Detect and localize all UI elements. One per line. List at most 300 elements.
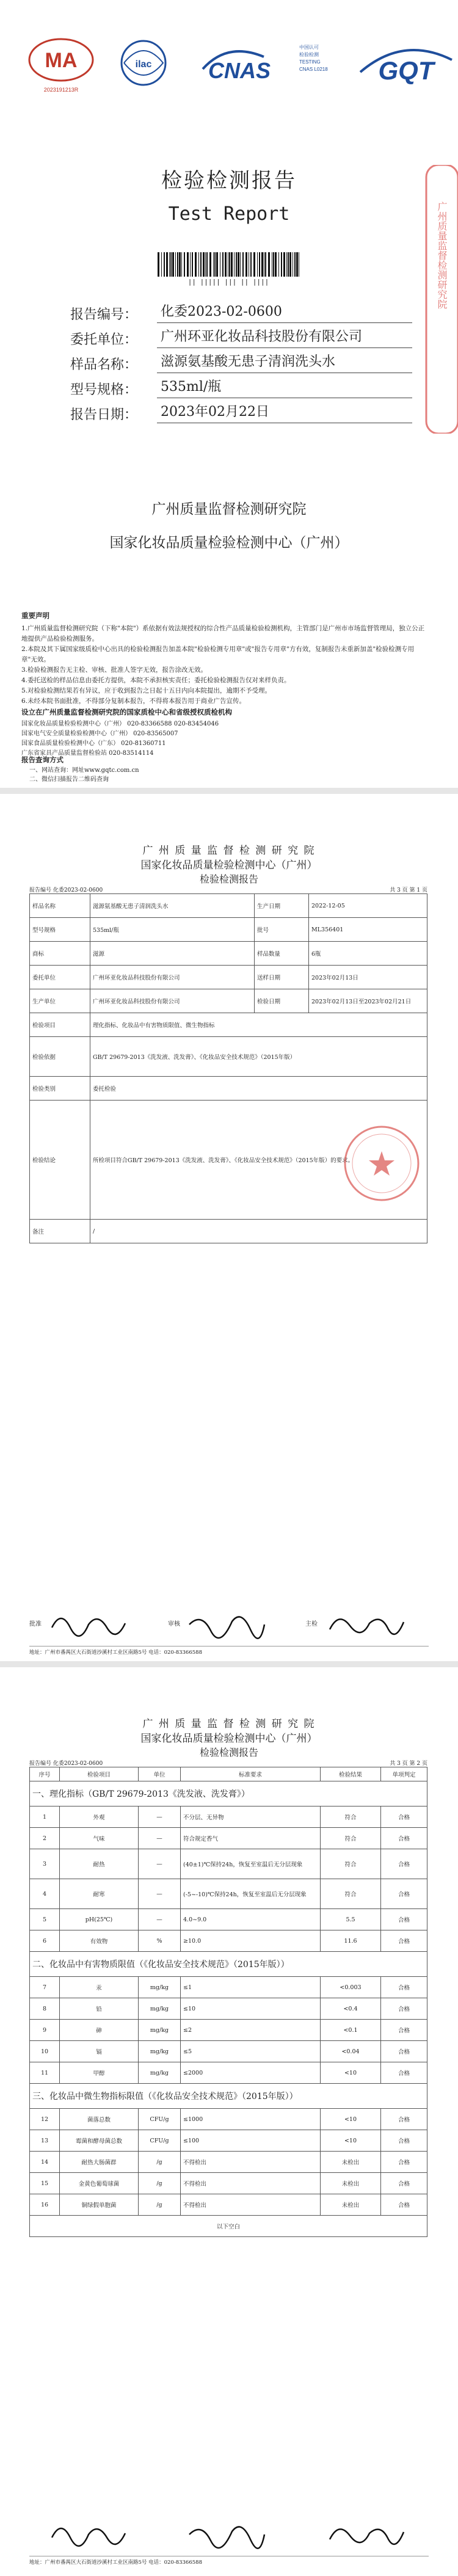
cnas-caption [299, 44, 351, 73]
results-cell: 不分层、无异物 [181, 1806, 321, 1828]
results-cell: CFU/g [139, 2109, 181, 2130]
ilac-mra-logo-icon [107, 35, 180, 96]
results-column-header: 检验结果 [321, 1767, 381, 1781]
report-page-1 [0, 794, 458, 1661]
signature-icon [49, 2516, 128, 2550]
results-cell: 霉菌和酵母菌总数 [60, 2130, 139, 2152]
barcode-bar [209, 252, 211, 277]
results-row [30, 1879, 427, 1909]
barcode-bar [195, 252, 197, 277]
info-cell-label2: 生产日期 [255, 894, 309, 918]
results-cell: 铜绿假单胞菌 [60, 2194, 139, 2216]
notice-item: 5.对检验检测结果若有异议，应于收到报告之日起十五日内向本院提出，逾期不予受理。 [21, 687, 272, 694]
info-table-row [30, 1013, 427, 1037]
gqt-logo-icon [354, 35, 458, 96]
contact-title: 设立在广州质量监督检测研究院的国家质检中心和省级授权质检机构 [21, 708, 232, 716]
results-cell: pH(25℃) [60, 1909, 139, 1930]
results-cell: <0.04 [321, 2041, 381, 2062]
results-column-header: 单位 [139, 1767, 181, 1781]
barcode-bar [257, 252, 258, 277]
barcode-bar [198, 252, 199, 277]
page-header-institute: 广 州 质 量 监 督 检 测 研 究 院 [142, 1718, 316, 1730]
results-cell: <10 [321, 2109, 381, 2130]
barcode-bar [214, 252, 216, 277]
results-cell: 耐寒 [60, 1879, 139, 1909]
results-cell: ≤1 [181, 1977, 321, 1998]
results-cell: 耐热大肠菌群 [60, 2152, 139, 2173]
info-cell-label: 检验项目 [30, 1013, 90, 1037]
results-cell: 合格 [381, 1806, 427, 1828]
results-cell: 金黄色葡萄球菌 [60, 2173, 139, 2194]
signature-icon [49, 1606, 128, 1640]
results-cell: 未检出 [321, 2152, 381, 2173]
results-row [30, 2062, 427, 2084]
query-line: 一、网站查询：网址www.gqtc.com.cn [29, 767, 139, 774]
info-cell-value2: 2023年02月13日至2023年02月21日 [309, 989, 427, 1013]
results-end-note: 以下空白 [30, 2216, 427, 2237]
results-row [30, 2173, 427, 2194]
results-cell: — [139, 1806, 181, 1828]
results-cell: <0.4 [321, 1998, 381, 2020]
info-cell-label: 委托单位 [30, 966, 90, 989]
barcode-bar [245, 252, 247, 277]
info-cell-label2: 送样日期 [255, 966, 309, 989]
barcode-bar [206, 252, 208, 277]
results-cell: 合格 [381, 2130, 427, 2152]
test-results-table [29, 1767, 427, 2237]
barcode-bar [296, 252, 298, 277]
results-cell: 1 [30, 1806, 60, 1828]
results-cell: ≤10 [181, 1998, 321, 2020]
info-cell-label: 样品名称 [30, 894, 90, 918]
barcode-bar [184, 252, 185, 277]
results-column-header: 序号 [30, 1767, 60, 1781]
results-row [30, 2041, 427, 2062]
results-cell: 合格 [381, 2062, 427, 2084]
barcode-bar [172, 252, 174, 277]
report-title-cn: 检验检测报告 [161, 169, 297, 193]
info-table-row [30, 966, 427, 989]
cnas-logo-icon [191, 35, 294, 96]
results-row [30, 1930, 427, 1952]
barcode-bar [288, 252, 289, 277]
page-header-title: 检验检测报告 [199, 873, 258, 885]
barcode-bar [259, 252, 260, 277]
info-value: 滋源氨基酸无患子清润洗头水 [157, 351, 412, 373]
svg-text:ilac: ilac [135, 59, 152, 70]
results-cell: — [139, 1879, 181, 1909]
query-title: 报告查询方式 [21, 755, 64, 764]
seal-icon [342, 1124, 421, 1203]
cover-page [0, 0, 458, 788]
page-footer: 地址：广州市番禺区大石街道沙溪村工业区南路5号 电话：020-83366588 [29, 2556, 429, 2566]
results-cell: 未检出 [321, 2194, 381, 2216]
info-table-row [30, 1037, 427, 1077]
page-header-title: 检验检测报告 [199, 1747, 258, 1758]
info-table-row [30, 894, 427, 918]
results-cell: 有效物 [60, 1930, 139, 1952]
results-cell: mg/kg [139, 1998, 181, 2020]
svg-text:MA: MA [45, 49, 78, 72]
info-cell-label: 备注 [30, 1220, 90, 1243]
results-row [30, 2152, 427, 2173]
results-cell: <10 [321, 2062, 381, 2084]
results-cell: mg/kg [139, 1977, 181, 1998]
results-section-title: 二、化妆品中有害物质限值（《化妆品安全技术规范》（2015年版）） [30, 1952, 427, 1977]
results-cell: (40±1)℃保持24h，恢复至室温后无分层现象 [181, 1849, 321, 1879]
results-cell: 7 [30, 1977, 60, 1998]
barcode-bar [275, 252, 277, 277]
results-cell: 4 [30, 1879, 60, 1909]
info-label: 报告编号： [70, 307, 138, 322]
results-cell: 8 [30, 1998, 60, 2020]
results-row [30, 1828, 427, 1849]
info-row-client [70, 323, 412, 348]
info-label: 报告日期： [70, 407, 138, 423]
signature-row [0, 2516, 458, 2553]
info-label: 委托单位： [70, 332, 138, 347]
barcode-bar [240, 252, 241, 277]
page-header-center: 国家化妆品质量检验检测中心（广州） [140, 1733, 318, 1745]
page-divider [0, 1661, 458, 1667]
info-cell-value2: 6瓶 [309, 942, 427, 966]
results-section-title: 三、化妆品中微生物指标限值（《化妆品安全技术规范》（2015年版）） [30, 2084, 427, 2109]
report-page-2 [0, 1667, 458, 2576]
barcode-bar [268, 252, 270, 277]
results-cell: — [139, 1849, 181, 1879]
barcode-bar [265, 252, 266, 277]
barcode-bar [238, 252, 239, 277]
results-row [30, 1806, 427, 1828]
notice-item: 4.委托送检的样品信息由委托方提供，本院不承担核实责任；委托检验检测报告仅对来样负责。 [21, 677, 291, 684]
info-cell-value: 委托检验 [90, 1077, 427, 1101]
accreditation-logos [24, 35, 440, 96]
results-header-row [30, 1767, 427, 1781]
notice-item: 3.检验检测报告无主检、审核、批准人签字无效，报告涂改无效。 [21, 666, 208, 674]
results-cell: 12 [30, 2109, 60, 2130]
results-cell: mg/kg [139, 2020, 181, 2041]
barcode-bar [273, 252, 274, 277]
info-value: 2023年02月22日 [157, 401, 412, 423]
results-cell: 不得检出 [181, 2173, 321, 2194]
results-cell: 符合 [321, 1879, 381, 1909]
results-cell: 符合 [321, 1849, 381, 1879]
results-row [30, 1849, 427, 1879]
results-cell: 11.6 [321, 1930, 381, 1952]
info-cell-value: 滋源氨基酸无患子清润洗头水 [90, 894, 255, 918]
page-header-institute: 广 州 质 量 监 督 检 测 研 究 院 [142, 845, 316, 857]
results-cell: 5 [30, 1909, 60, 1930]
results-cell: 合格 [381, 2041, 427, 2062]
results-end-row [30, 2216, 427, 2237]
report-title-en: Test Report [168, 203, 290, 225]
results-cell: 16 [30, 2194, 60, 2216]
info-cell-label: 检验结论 [30, 1101, 90, 1220]
barcode-bar [229, 252, 230, 277]
info-cell-value: 所检项目符合GB/T 29679-2013《洗发液、洗发膏》、《化妆品安全技术规范》（2015年版）的要求。 [90, 1101, 427, 1220]
report-info-fields [70, 298, 412, 423]
results-cell: 11 [30, 2062, 60, 2084]
barcode-bar [158, 252, 159, 277]
results-cell: 合格 [381, 1879, 427, 1909]
notice-item: 6.未经本院书面批准，不得部分复制本报告，不得将本报告用于商业广告宣传。 [21, 697, 246, 705]
query-line: 二、微信扫描报告二维码查询 [29, 776, 109, 783]
contact-line: 广东省家具产品质量监督检验站 020-83514114 [21, 750, 154, 757]
results-cell: 合格 [381, 2152, 427, 2173]
contact-line: 国家化妆品质量检验检测中心（广州） 020-83366588 020-83454046 [21, 721, 219, 727]
contact-list [21, 719, 437, 759]
signature-icon [186, 2516, 266, 2550]
main-inspector-label: 主检 [305, 1621, 318, 1628]
barcode-bar [175, 252, 176, 277]
results-cell: 6 [30, 1930, 60, 1952]
results-cell: /g [139, 2194, 181, 2216]
results-cell: 10 [30, 2041, 60, 2062]
results-cell: 合格 [381, 2194, 427, 2216]
results-cell: ≥10.0 [181, 1930, 321, 1952]
notice-title: 重要声明 [21, 611, 49, 620]
info-cell-label: 检验类别 [30, 1077, 90, 1101]
results-cell: 耐热 [60, 1849, 139, 1879]
barcode-bar [222, 252, 224, 277]
info-label: 型号规格： [70, 382, 138, 398]
results-cell: 3 [30, 1849, 60, 1879]
svg-text:CNAS: CNAS [208, 58, 271, 83]
cnas-caption-line: CNAS L0218 [299, 67, 328, 72]
results-cell: 13 [30, 2130, 60, 2152]
side-seal-text: 广州质量监督检测研究院 [436, 202, 448, 309]
results-row [30, 2130, 427, 2152]
cma-logo-icon [24, 35, 98, 96]
results-cell: 合格 [381, 1977, 427, 1998]
barcode-bar [231, 252, 233, 277]
barcode-bar [261, 252, 263, 277]
results-cell: ≤2 [181, 2020, 321, 2041]
page-header-center: 国家化妆品质量检验检测中心（广州） [140, 859, 318, 871]
approve-label: 批准 [29, 1621, 42, 1628]
info-cell-label: 检验依据 [30, 1037, 90, 1077]
report-number: 报告编号 化委2023-02-0600 [29, 1761, 103, 1767]
results-row [30, 2194, 427, 2216]
svg-text:2023191213R: 2023191213R [43, 87, 79, 93]
results-cell: 15 [30, 2173, 60, 2194]
results-cell: ≤5 [181, 2041, 321, 2062]
query-list [29, 766, 139, 784]
results-column-header: 标准要求 [181, 1767, 321, 1781]
barcode-bar [281, 252, 282, 277]
results-cell: 镉 [60, 2041, 139, 2062]
results-cell: 9 [30, 2020, 60, 2041]
info-cell-label: 生产单位 [30, 989, 90, 1013]
results-cell: <10 [321, 2130, 381, 2152]
results-cell: 符合 [321, 1806, 381, 1828]
results-cell: — [139, 1909, 181, 1930]
results-cell: mg/kg [139, 2041, 181, 2062]
results-cell: 合格 [381, 1998, 427, 2020]
results-cell: 14 [30, 2152, 60, 2173]
info-cell-value: GB/T 29679-2013《洗发液、洗发膏》、《化妆品安全技术规范》（2015年版） [90, 1037, 427, 1077]
info-row-spec [70, 373, 412, 398]
barcode-bar [225, 252, 227, 277]
barcode-bar [205, 252, 206, 277]
results-cell: 合格 [381, 1930, 427, 1952]
barcode-bar [242, 252, 244, 277]
info-cell-label2: 检验日期 [255, 989, 309, 1013]
results-row [30, 2020, 427, 2041]
results-cell: 符合规定香气 [181, 1828, 321, 1849]
results-cell: <0.1 [321, 2020, 381, 2041]
results-cell: % [139, 1930, 181, 1952]
barcode-bar [278, 252, 279, 277]
results-cell: 符合 [321, 1828, 381, 1849]
notice-item: 1.广州质量监督检测研究院（下称"本院"）系依据有效法规授权的综合性产品质量检验检测机构，主管部门是广州市市场监督管理局，独立公正地提供产品检验检测服务。 [21, 625, 425, 642]
barcode-bar [283, 252, 285, 277]
results-column-header: 检验项目 [60, 1767, 139, 1781]
info-table-row [30, 942, 427, 966]
barcode-bar [236, 252, 237, 277]
results-cell: ≤2000 [181, 2062, 321, 2084]
barcode-bar [161, 252, 162, 277]
results-cell: 铅 [60, 1998, 139, 2020]
info-cell-value: 理化指标、化妆品中有害物质限值、微生物指标 [90, 1013, 427, 1037]
results-cell: 5.5 [321, 1909, 381, 1930]
institute-name: 广州质量监督检测研究院 [151, 501, 307, 517]
barcode-bar [164, 252, 165, 277]
barcode-bar [179, 252, 181, 277]
info-table-row [30, 918, 427, 942]
results-cell: 合格 [381, 1849, 427, 1879]
barcode-bar [286, 252, 287, 277]
results-cell: 菌落总数 [60, 2109, 139, 2130]
results-section-title: 一、理化指标（GB/T 29679-2013《洗发液、洗发膏》） [30, 1781, 427, 1806]
page-number: 共 3 页 第 2 页 [390, 1761, 427, 1767]
info-cell-value2: 2023年02月13日 [309, 966, 427, 989]
barcode-bar [289, 252, 291, 277]
results-row [30, 1977, 427, 1998]
results-row [30, 1909, 427, 1930]
barcode-bar [213, 252, 214, 277]
info-cell-value: 滋源 [90, 942, 255, 966]
report-number: 报告编号 化委2023-02-0600 [29, 887, 103, 893]
results-cell: mg/kg [139, 2062, 181, 2084]
results-cell: CFU/g [139, 2130, 181, 2152]
contact-line: 国家电气安全质量检验检测中心（广州） 020-83565007 [21, 730, 178, 737]
barcode-bar [170, 252, 172, 277]
cnas-caption-line: 中国认可 [299, 45, 319, 50]
barcode-bar [253, 252, 255, 277]
notice-item: 2.本院及其下属国家级质检中心出具的检验检测报告加盖本院"检验检测专用章"或"报告专用章"方有效，复制报告未重新加盖"检验检测专用章"无效。 [21, 646, 415, 663]
cnas-caption-line: TESTING [299, 59, 321, 65]
info-table-row [30, 1077, 427, 1101]
results-cell: 甲醇 [60, 2062, 139, 2084]
signature-icon [186, 1606, 266, 1640]
info-row-sample-name [70, 348, 412, 373]
info-value: 广州环亚化妆品科技股份有限公司 [157, 326, 412, 348]
results-row [30, 2109, 427, 2130]
info-table-row [30, 989, 427, 1013]
results-cell: 合格 [381, 1828, 427, 1849]
info-cell-value: 广州环亚化妆品科技股份有限公司 [90, 989, 255, 1013]
page-footer: 地址：广州市番禺区大石街道沙溪村工业区南路5号 电话：020-83366588 [29, 1646, 429, 1656]
signature-row [0, 1606, 458, 1643]
results-cell: ≤1000 [181, 2109, 321, 2130]
barcode-bar [250, 252, 252, 277]
barcode-bar [294, 252, 296, 277]
results-section-row [30, 1952, 427, 1977]
barcode-bar [200, 252, 202, 277]
barcode-bar [177, 252, 178, 277]
info-value: 化委2023-02-0600 [157, 301, 412, 323]
info-row-date [70, 398, 412, 423]
results-cell: ≤100 [181, 2130, 321, 2152]
barcode-bar [190, 252, 191, 277]
cnas-caption-line: 检验检测 [299, 52, 319, 57]
results-cell: 合格 [381, 2109, 427, 2130]
results-cell: 气味 [60, 1828, 139, 1849]
info-label: 样品名称： [70, 357, 138, 373]
info-table-row [30, 1220, 427, 1243]
page-divider [0, 788, 458, 794]
results-cell: 外观 [60, 1806, 139, 1828]
results-cell: /g [139, 2152, 181, 2173]
info-row-report-no [70, 298, 412, 323]
results-cell: (-5~-10)℃保持24h，恢复至室温后无分层现象 [181, 1879, 321, 1909]
info-cell-value: / [90, 1220, 427, 1243]
results-cell: 不得检出 [181, 2152, 321, 2173]
info-cell-label2: 批号 [255, 918, 309, 942]
signature-icon [327, 2516, 406, 2550]
barcode-bar [169, 252, 170, 277]
barcode-icon [158, 252, 299, 277]
results-cell: — [139, 1828, 181, 1849]
info-cell-label2: 样品数量 [255, 942, 309, 966]
results-cell: 不得检出 [181, 2194, 321, 2216]
center-name: 国家化妆品质量检验检测中心（广州） [109, 535, 349, 551]
barcode-bar [187, 252, 189, 277]
results-section-row [30, 1781, 427, 1806]
info-cell-value: 广州环亚化妆品科技股份有限公司 [90, 966, 255, 989]
info-cell-value2: 2022-12-05 [309, 894, 427, 918]
results-cell: 合格 [381, 2020, 427, 2041]
results-cell: <0.003 [321, 1977, 381, 1998]
barcode-bar [192, 252, 193, 277]
barcode-bar [203, 252, 205, 277]
results-cell: 合格 [381, 1909, 427, 1930]
page-number: 共 3 页 第 1 页 [390, 887, 427, 893]
contact-line: 国家食品质量检验检测中心（广东） 020-81360711 [21, 740, 166, 747]
info-cell-value: 535ml/瓶 [90, 918, 255, 942]
results-cell: 合格 [381, 2173, 427, 2194]
seal-stamp [342, 1124, 421, 1203]
results-cell: /g [139, 2173, 181, 2194]
info-cell-value2: ML356401 [309, 918, 427, 942]
results-cell: 4.0~9.0 [181, 1909, 321, 1930]
barcode-bar [166, 252, 168, 277]
results-column-header: 单项判定 [381, 1767, 427, 1781]
results-section-row [30, 2084, 427, 2109]
svg-text:GQT: GQT [378, 56, 434, 85]
review-label: 审核 [168, 1621, 180, 1628]
signature-icon [327, 1606, 406, 1640]
info-cell-label: 型号规格 [30, 918, 90, 942]
barcode-bar [216, 252, 218, 277]
important-notice [21, 611, 427, 707]
results-cell: 未检出 [321, 2173, 381, 2194]
barcode-text: || ||||| ||| || |||| [187, 278, 269, 286]
info-value: 535ml/瓶 [157, 376, 412, 398]
results-cell: 砷 [60, 2020, 139, 2041]
results-cell: 2 [30, 1828, 60, 1849]
